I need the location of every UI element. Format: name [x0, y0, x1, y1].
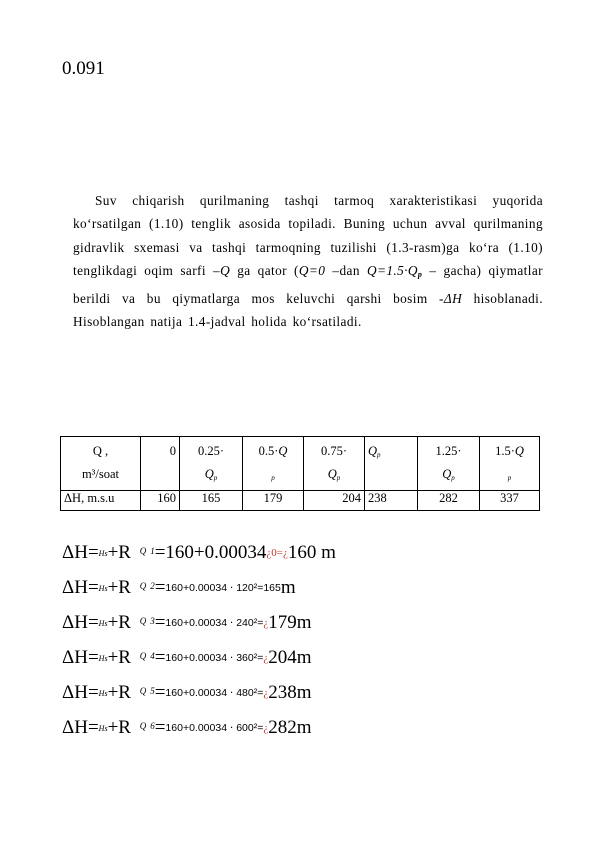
header-q: Q — [278, 444, 288, 458]
header-p-sub: p — [213, 474, 218, 482]
header-line-2: Q — [327, 467, 337, 481]
eq-hsub: s — [104, 724, 108, 733]
lead: ΔH= — [62, 542, 99, 563]
row-label: ΔH, m.s.u — [61, 491, 141, 511]
header-line-1: 1.25· — [435, 444, 462, 458]
table-header-row — [61, 437, 540, 491]
eq-q: Q — [139, 581, 147, 591]
eq-expression: 160+0.00034 ⋅ 480²= — [165, 687, 264, 699]
eq-hs: H — [98, 549, 105, 558]
eq-qsub: 1 — [150, 546, 155, 556]
para-q: Q — [220, 263, 231, 279]
para-q0: Q=0 — [298, 263, 326, 279]
header-cell — [180, 437, 243, 491]
equations-block — [62, 542, 336, 752]
eq-plus: +R — [107, 542, 136, 563]
eq-hsub: s — [104, 689, 108, 698]
para-p-sub: p — [417, 270, 423, 280]
lead: ΔH= — [62, 612, 99, 633]
eq-expression: 160+0.00034 ⋅ 360²= — [165, 652, 264, 664]
lead: ΔH= — [62, 682, 99, 703]
header-q: Q — [514, 444, 524, 458]
eq-hsub: s — [104, 654, 108, 663]
header-line-1: 1.5· — [495, 444, 515, 458]
eq-result: 179m — [268, 612, 312, 633]
eq-hs: H — [98, 654, 105, 663]
eq-expression: 160+0.00034 ⋅ 600²= — [165, 722, 264, 734]
results-table — [60, 436, 540, 511]
eq-invalid-char: ¿ — [263, 617, 269, 629]
table-cell: 179 — [243, 491, 304, 511]
eq-result: 204m — [268, 647, 312, 668]
eq-hs: H — [98, 584, 105, 593]
header-line-1: Q — [368, 444, 378, 458]
eq-result: m — [280, 577, 296, 598]
eq-result: 238m — [268, 682, 312, 703]
header-cell — [365, 437, 418, 491]
eq-hsub: s — [104, 549, 108, 558]
eq-plus: +R — [107, 647, 136, 668]
table-cell: 238 — [365, 491, 418, 511]
header-label-cell — [61, 437, 141, 491]
eq-hsub: s — [104, 619, 108, 628]
eq-plus: +R — [107, 717, 136, 738]
eq-equals: = — [154, 542, 166, 563]
equation-line — [62, 542, 336, 577]
eq-equals: = — [154, 682, 166, 703]
eq-expression: 160+0.00034 — [165, 542, 267, 563]
eq-equals: = — [154, 577, 166, 598]
eq-q: Q — [139, 616, 147, 626]
table-row — [61, 491, 540, 511]
header-cell — [418, 437, 480, 491]
eq-expression: 160+0.00034 ⋅ 240²= — [165, 617, 264, 629]
eq-equals: = — [154, 717, 166, 738]
header-cell — [243, 437, 304, 491]
header-p-sub: p — [451, 474, 455, 482]
lead: ΔH= — [62, 647, 99, 668]
header-line-2: p — [271, 474, 275, 482]
table-cell: 204 — [304, 491, 365, 511]
header-label-unit: m³/soat — [81, 467, 120, 481]
eq-expression: 160+0.00034 ⋅ 120²=165 — [165, 582, 281, 594]
header-p-sub: p — [377, 451, 381, 459]
table-cell: 282 — [418, 491, 480, 511]
eq-invalid-char: ¿ — [263, 687, 269, 699]
eq-q: Q — [139, 546, 147, 556]
eq-hs: H — [98, 724, 105, 733]
eq-result: 160 m — [287, 542, 336, 563]
eq-invalid-char: ¿0=¿ — [266, 547, 288, 559]
equation-line — [62, 717, 336, 752]
eq-hsub: s — [104, 584, 108, 593]
para-text-5: hisoblanadi. Hisoblangan natija 1.4-jadval holida ko‘rsatiladi. — [73, 290, 543, 330]
table-cell: 165 — [180, 491, 243, 511]
header-cell — [141, 437, 180, 491]
header-line-2: Q — [204, 467, 214, 481]
equation-line — [62, 647, 336, 682]
header-line-1: 0.75· — [320, 444, 348, 458]
body-paragraph — [73, 189, 543, 333]
equation-line — [62, 577, 336, 612]
header-cell — [304, 437, 365, 491]
page-number-text: 0.091 — [62, 58, 105, 79]
header-label-q: Q , — [92, 444, 109, 458]
eq-plus: +R — [107, 682, 136, 703]
eq-equals: = — [154, 647, 166, 668]
table-cell: 337 — [480, 491, 540, 511]
equation-line — [62, 612, 336, 647]
eq-result: 282m — [268, 717, 312, 738]
header-line-1: 0 — [169, 444, 176, 458]
eq-qsub: 3 — [150, 616, 155, 626]
lead: ΔH= — [62, 577, 99, 598]
header-line-2: p — [507, 474, 512, 482]
para-text-4: – gacha) qiymatlar berildi va bu qiymatlarga mos keluvchi qarshi bosim - — [73, 263, 543, 306]
eq-q: Q — [139, 721, 147, 731]
eq-plus: +R — [107, 577, 136, 598]
header-line-1: 0.5· — [258, 444, 279, 458]
eq-equals: = — [154, 612, 166, 633]
eq-qsub: 5 — [150, 686, 155, 696]
eq-qsub: 4 — [150, 651, 155, 661]
header-cell — [480, 437, 540, 491]
para-text-1: Suv chiqarish qurilmaning tashqi tarmoq xarakteristikasi yuqorida ko‘rsatilgan (1.10) tenglik asosida topiladi. Buning uchun avval qurilmaning gidravlik sxemasi va tashqi tarmoqning tuzilishi (1.3-rasm)ga ko‘ra (1.10) tenglikdagi oqim sarfi – — [73, 193, 543, 279]
eq-hs: H — [98, 689, 105, 698]
table-cell: 160 — [141, 491, 180, 511]
para-qmax: Q=1.5·Q — [366, 263, 418, 279]
header-p-sub: p — [336, 474, 341, 482]
eq-invalid-char: ¿ — [263, 652, 269, 664]
lead: ΔH= — [62, 717, 99, 738]
para-text-2: ga qator ( — [230, 263, 299, 279]
equation-line — [62, 682, 336, 717]
para-text-3: –dan — [325, 263, 367, 279]
eq-invalid-char: ¿ — [263, 722, 269, 734]
header-line-2: Q — [442, 467, 452, 481]
eq-q: Q — [139, 686, 147, 696]
eq-qsub: 6 — [150, 721, 155, 731]
eq-hs: H — [98, 619, 105, 628]
eq-q: Q — [139, 651, 147, 661]
eq-qsub: 2 — [150, 581, 155, 591]
para-dh: ΔH — [443, 290, 463, 306]
header-line-1: 0.25· — [197, 444, 225, 458]
eq-plus: +R — [107, 612, 136, 633]
